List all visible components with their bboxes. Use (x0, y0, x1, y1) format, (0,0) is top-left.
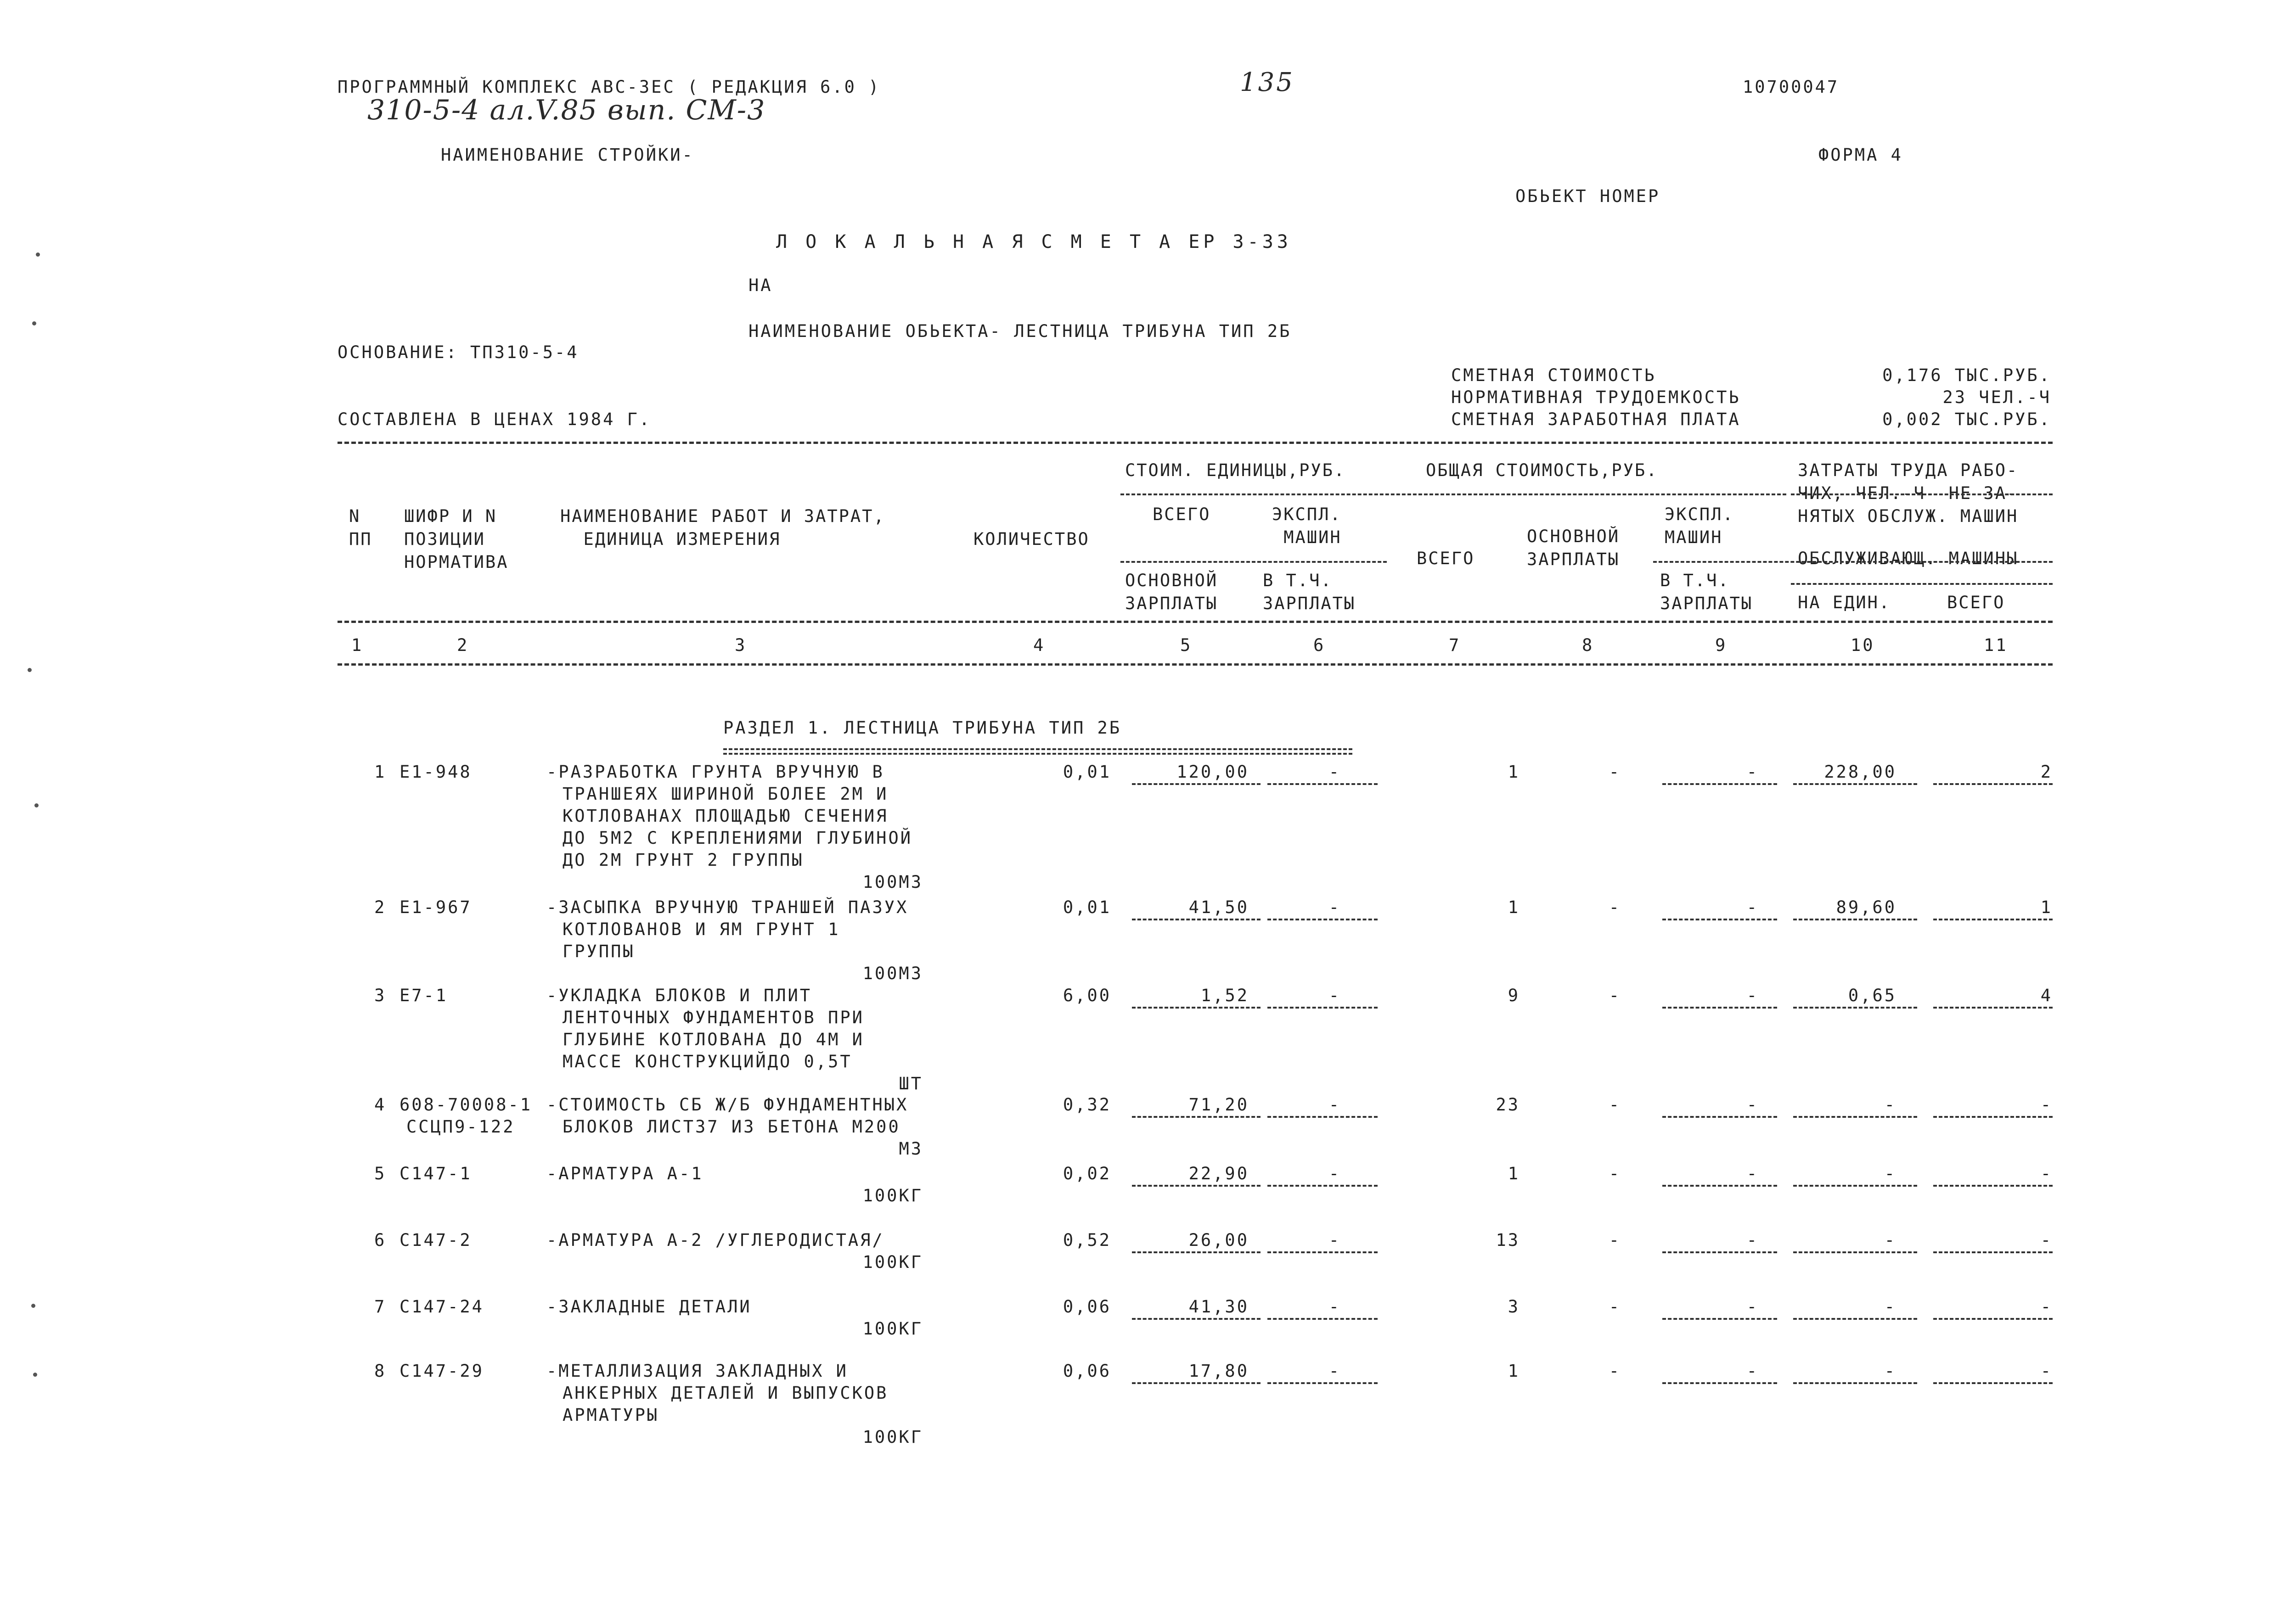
row-labor-total: - (2040, 1164, 2053, 1183)
prices-label: СОСТАВЛЕНА В ЦЕНАХ 1984 Г. (338, 409, 652, 429)
header-labor-service: ОБСЛУЖИВАЮЩ. МАШИНЫ (1798, 549, 2019, 568)
row-work-name: ДО 2М ГРУНТ 2 ГРУППЫ (563, 850, 804, 870)
row-labor-total: - (2040, 1095, 2053, 1115)
object-name: НАИМЕНОВАНИЕ ОБЬЕКТА- ЛЕСТНИЦА ТРИБУНА ТИП 2Б (748, 321, 1292, 341)
subtotal-dash-rule (1793, 1251, 1917, 1253)
row-total-machines: - (1746, 1361, 1759, 1381)
subtotal-dash-rule (1267, 1185, 1378, 1187)
row-total-wages: - (1609, 762, 1621, 782)
row-code: С147-24 (400, 1297, 484, 1317)
header-total-cost-total: ВСЕГО (1417, 549, 1475, 568)
row-unit-cost: 17,80 (1188, 1361, 1249, 1381)
row-work-name: ТРАНШЕЯХ ШИРИНОЙ БОЛЕЕ 2М И (563, 784, 889, 804)
document-title: Л О К А Л Ь Н А Я С М Е Т А ЕР 3-33 (776, 231, 1292, 252)
column-number: 3 (735, 635, 747, 655)
header-col-number: N ПП (349, 506, 372, 549)
row-unit-cost: 26,00 (1188, 1230, 1249, 1250)
basis-label: ОСНОВАНИЕ: ТП310-5-4 (338, 342, 579, 362)
row-total-wages: - (1609, 897, 1621, 917)
row-total-wages: - (1609, 1164, 1621, 1183)
summary-label-cost: СМЕТНАЯ СТОИМОСТЬ (1451, 365, 1656, 385)
row-code: Е1-967 (400, 897, 472, 917)
row-unit-machines: - (1328, 762, 1341, 782)
row-unit-machines: - (1328, 1164, 1341, 1183)
row-unit-machines: - (1328, 986, 1341, 1005)
row-code: С147-29 (400, 1361, 484, 1381)
section-underline (723, 753, 1352, 755)
row-total: 23 (1496, 1095, 1520, 1115)
column-number: 9 (1715, 635, 1728, 655)
row-unit: 100КГ (862, 1252, 923, 1272)
header-inner-rule (1791, 583, 2053, 585)
row-total-machines: - (1746, 762, 1759, 782)
column-number: 7 (1449, 635, 1461, 655)
subtotal-dash-rule (1793, 1007, 1917, 1009)
row-unit: М3 (899, 1139, 923, 1159)
table-top-rule (338, 442, 2053, 444)
row-unit: 100КГ (862, 1427, 923, 1447)
row-total-wages: - (1609, 1361, 1621, 1381)
row-unit-machines: - (1328, 1297, 1341, 1317)
subtotal-dash-rule (1267, 1318, 1378, 1320)
row-unit: ШТ (899, 1074, 923, 1093)
header-inner-rule (1653, 561, 2053, 563)
row-work-name: АНКЕРНЫХ ДЕТАЛЕЙ И ВЫПУСКОВ (563, 1383, 889, 1403)
row-quantity: 0,06 (1063, 1297, 1111, 1317)
subtotal-dash-rule (1933, 1116, 2053, 1118)
subtotal-dash-rule (1132, 1007, 1261, 1009)
program-name: ПРОГРАММНЫЙ КОМПЛЕКС АВС-ЗЕС ( РЕДАКЦИЯ 6.0 ) (338, 77, 881, 97)
header-total-cost-machines: ЭКСПЛ. МАШИН (1665, 505, 1734, 547)
column-number: 2 (457, 635, 469, 655)
row-work-name: -АРМАТУРА А-2 /УГЛЕРОДИСТАЯ/ (546, 1230, 884, 1250)
row-labor-total: 1 (2040, 897, 2053, 917)
row-labor-per-unit: 89,60 (1836, 897, 1896, 917)
row-total-machines: - (1746, 1164, 1759, 1183)
header-inner-rule (1120, 493, 1786, 495)
header-labor-per-unit: НА ЕДИН. (1798, 593, 1891, 612)
row-labor-per-unit: 228,00 (1824, 762, 1896, 782)
scan-speck (33, 1373, 37, 1377)
row-quantity: 0,02 (1063, 1164, 1111, 1183)
row-number: 1 (374, 762, 387, 782)
subtotal-dash-rule (1793, 1116, 1917, 1118)
row-work-name: ГРУППЫ (563, 942, 635, 961)
row-work-name: ГЛУБИНЕ КОТЛОВАНА ДО 4М И (563, 1030, 864, 1049)
row-unit-cost: 41,50 (1188, 897, 1249, 917)
row-total-machines: - (1746, 986, 1759, 1005)
row-total: 1 (1508, 897, 1520, 917)
row-labor-total: - (2040, 1361, 2053, 1381)
subtotal-dash-rule (1793, 919, 1917, 920)
column-numbers-rule (338, 663, 2053, 666)
subtotal-dash-rule (1662, 1185, 1777, 1187)
scan-speck (32, 321, 36, 325)
subtotal-dash-rule (1662, 1116, 1777, 1118)
subtotal-dash-rule (1662, 1382, 1777, 1384)
header-unit-cost-wages: ОСНОВНОЙ ЗАРПЛАТЫ (1125, 571, 1218, 613)
header-unit-cost-incl-wages: В Т.Ч. ЗАРПЛАТЫ (1263, 571, 1356, 613)
row-unit: 100М3 (862, 872, 923, 892)
row-code: 608-70008-1 (400, 1095, 533, 1115)
subtotal-dash-rule (1132, 1116, 1261, 1118)
row-labor-total: - (2040, 1230, 2053, 1250)
row-number: 7 (374, 1297, 387, 1317)
row-unit-machines: - (1328, 1361, 1341, 1381)
row-number: 5 (374, 1164, 387, 1183)
column-number: 1 (351, 635, 364, 655)
row-work-name: БЛОКОВ ЛИСТ37 ИЗ БЕТОНА М200 (563, 1117, 900, 1137)
subtotal-dash-rule (1132, 1318, 1261, 1320)
row-code-secondary: ССЦП9-122 (406, 1117, 515, 1137)
row-labor-total: - (2040, 1297, 2053, 1317)
header-unit-cost: СТОИМ. ЕДИНИЦЫ,РУБ. (1125, 460, 1346, 480)
scan-speck (31, 1304, 35, 1308)
row-unit: 100КГ (862, 1319, 923, 1339)
handwritten-reference: 310-5-4 ал.V.85 вып. СМ-3 (367, 94, 766, 126)
row-work-name: -МЕТАЛЛИЗАЦИЯ ЗАКЛАДНЫХ И (546, 1361, 848, 1381)
row-total: 1 (1508, 1361, 1520, 1381)
subtotal-dash-rule (1132, 1185, 1261, 1187)
row-labor-total: 4 (2040, 986, 2053, 1005)
row-unit: 100М3 (862, 964, 923, 983)
object-number-label: ОБЬЕКТ НОМЕР (1515, 186, 1660, 206)
row-unit-machines: - (1328, 1230, 1341, 1250)
na-label: НА (748, 275, 773, 295)
row-total-wages: - (1609, 986, 1621, 1005)
subtotal-dash-rule (1132, 919, 1261, 920)
scan-speck (34, 803, 39, 807)
row-work-name: МАССЕ КОНСТРУКЦИЙДО 0,5Т (563, 1052, 852, 1071)
row-labor-per-unit: - (1884, 1230, 1896, 1250)
row-total-machines: - (1746, 1095, 1759, 1115)
row-work-name: АРМАТУРЫ (563, 1405, 659, 1425)
row-code: С147-2 (400, 1230, 472, 1250)
row-code: Е1-948 (400, 762, 472, 782)
subtotal-dash-rule (1662, 1007, 1777, 1009)
row-quantity: 0,01 (1063, 762, 1111, 782)
construction-label: НАИМЕНОВАНИЕ СТРОЙКИ- (441, 145, 694, 165)
header-inner-rule (1120, 561, 1387, 563)
subtotal-dash-rule (1267, 1116, 1378, 1118)
header-inner-rule (1791, 493, 2053, 495)
subtotal-dash-rule (1267, 1251, 1378, 1253)
column-number: 10 (1851, 635, 1875, 655)
column-number: 8 (1582, 635, 1594, 655)
column-number: 6 (1313, 635, 1326, 655)
row-total: 9 (1508, 986, 1520, 1005)
row-code: Е7-1 (400, 986, 448, 1005)
row-work-name: -РАЗРАБОТКА ГРУНТА ВРУЧНУЮ В (546, 762, 884, 782)
row-quantity: 0,32 (1063, 1095, 1111, 1115)
section-underline (723, 748, 1352, 750)
header-labor-total: ВСЕГО (1947, 593, 2005, 612)
subtotal-dash-rule (1132, 1251, 1261, 1253)
page-number: 135 (1240, 67, 1294, 97)
section-title: РАЗДЕЛ 1. ЛЕСТНИЦА ТРИБУНА ТИП 2Б (723, 718, 1122, 738)
scan-speck (36, 252, 40, 257)
row-quantity: 6,00 (1063, 986, 1111, 1005)
row-work-name: -ЗАСЫПКА ВРУЧНУЮ ТРАНШЕЙ ПАЗУХ (546, 897, 909, 917)
scan-speck (28, 668, 32, 672)
row-total-machines: - (1746, 1230, 1759, 1250)
row-labor-per-unit: 0,65 (1848, 986, 1896, 1005)
subtotal-dash-rule (1267, 1007, 1378, 1009)
row-number: 6 (374, 1230, 387, 1250)
row-work-name: КОТЛОВАНОВ И ЯМ ГРУНТ 1 (563, 919, 840, 939)
subtotal-dash-rule (1933, 1382, 2053, 1384)
header-total-cost-incl-wages: В Т.Ч. ЗАРПЛАТЫ (1660, 571, 1753, 613)
subtotal-dash-rule (1933, 783, 2053, 785)
summary-value-cost: 0,176 ТЫС.РУБ. (1882, 365, 2051, 385)
subtotal-dash-rule (1662, 1251, 1777, 1253)
row-unit-cost: 41,30 (1188, 1297, 1249, 1317)
row-labor-per-unit: - (1884, 1095, 1896, 1115)
header-unit-cost-total: ВСЕГО (1153, 505, 1211, 524)
header-col-name: НАИМЕНОВАНИЕ РАБОТ И ЗАТРАТ, ЕДИНИЦА ИЗМЕРЕНИЯ (560, 506, 885, 549)
row-quantity: 0,52 (1063, 1230, 1111, 1250)
subtotal-dash-rule (1662, 919, 1777, 920)
row-total-machines: - (1746, 897, 1759, 917)
row-work-name: ЛЕНТОЧНЫХ ФУНДАМЕНТОВ ПРИ (563, 1008, 864, 1027)
subtotal-dash-rule (1933, 1251, 2053, 1253)
header-col-code: ШИФР И N ПОЗИЦИИ НОРМАТИВА (404, 506, 509, 572)
row-work-name: ДО 5М2 С КРЕПЛЕНИЯМИ ГЛУБИНОЙ (563, 828, 913, 848)
subtotal-dash-rule (1933, 1318, 2053, 1320)
row-total-machines: - (1746, 1297, 1759, 1317)
summary-value-wages: 0,002 ТЫС.РУБ. (1882, 409, 2051, 429)
row-total: 3 (1508, 1297, 1520, 1317)
row-work-name: КОТЛОВАНАХ ПЛОЩАДЬЮ СЕЧЕНИЯ (563, 806, 889, 826)
row-unit-cost: 71,20 (1188, 1095, 1249, 1115)
header-total-cost-wages: ОСНОВНОЙ ЗАРПЛАТЫ (1527, 527, 1620, 569)
row-work-name: -СТОИМОСТЬ СБ Ж/Б ФУНДАМЕНТНЫХ (546, 1095, 909, 1115)
subtotal-dash-rule (1132, 783, 1261, 785)
subtotal-dash-rule (1933, 1007, 2053, 1009)
row-total: 13 (1496, 1230, 1520, 1250)
row-quantity: 0,06 (1063, 1361, 1111, 1381)
header-bottom-rule (338, 621, 2053, 623)
summary-value-labor: 23 ЧЕЛ.-Ч (1942, 387, 2051, 407)
row-unit-machines: - (1328, 1095, 1341, 1115)
row-number: 4 (374, 1095, 387, 1115)
document-number: 10700047 (1743, 77, 1840, 97)
row-total-wages: - (1609, 1297, 1621, 1317)
row-unit-machines: - (1328, 897, 1341, 917)
column-number: 5 (1180, 635, 1193, 655)
header-total-cost: ОБЩАЯ СТОИМОСТЬ,РУБ. (1426, 460, 1658, 480)
subtotal-dash-rule (1132, 1382, 1261, 1384)
row-number: 3 (374, 986, 387, 1005)
subtotal-dash-rule (1662, 783, 1777, 785)
row-work-name: -АРМАТУРА А-1 (546, 1164, 703, 1183)
row-unit-cost: 120,00 (1176, 762, 1249, 782)
row-work-name: -УКЛАДКА БЛОКОВ И ПЛИТ (546, 986, 812, 1005)
row-work-name: -ЗАКЛАДНЫЕ ДЕТАЛИ (546, 1297, 752, 1317)
column-number: 11 (1984, 635, 2008, 655)
row-labor-total: 2 (2040, 762, 2053, 782)
row-total: 1 (1508, 1164, 1520, 1183)
row-unit-cost: 1,52 (1200, 986, 1249, 1005)
row-code: С147-1 (400, 1164, 472, 1183)
row-unit: 100КГ (862, 1186, 923, 1205)
row-unit-cost: 22,90 (1188, 1164, 1249, 1183)
row-labor-per-unit: - (1884, 1297, 1896, 1317)
form-label: ФОРМА 4 (1818, 145, 1903, 165)
row-number: 2 (374, 897, 387, 917)
row-number: 8 (374, 1361, 387, 1381)
summary-label-wages: СМЕТНАЯ ЗАРАБОТНАЯ ПЛАТА (1451, 409, 1741, 429)
header-col-quantity: КОЛИЧЕСТВО (974, 529, 1090, 549)
subtotal-dash-rule (1933, 919, 2053, 920)
row-total-wages: - (1609, 1230, 1621, 1250)
row-labor-per-unit: - (1884, 1361, 1896, 1381)
row-labor-per-unit: - (1884, 1164, 1896, 1183)
row-quantity: 0,01 (1063, 897, 1111, 917)
subtotal-dash-rule (1793, 1318, 1917, 1320)
summary-label-labor: НОРМАТИВНАЯ ТРУДОЕМКОСТЬ (1451, 387, 1741, 407)
subtotal-dash-rule (1267, 783, 1378, 785)
subtotal-dash-rule (1793, 1382, 1917, 1384)
header-labor: ЗАТРАТЫ ТРУДА РАБО- ЧИХ, ЧЕЛ.-Ч НЕ ЗА- НЯТЫХ ОБСЛУЖ. МАШИН (1798, 460, 2019, 526)
row-total-wages: - (1609, 1095, 1621, 1115)
subtotal-dash-rule (1793, 783, 1917, 785)
subtotal-dash-rule (1267, 1382, 1378, 1384)
subtotal-dash-rule (1933, 1185, 2053, 1187)
subtotal-dash-rule (1793, 1185, 1917, 1187)
column-number: 4 (1033, 635, 1046, 655)
subtotal-dash-rule (1662, 1318, 1777, 1320)
row-total: 1 (1508, 762, 1520, 782)
header-unit-cost-machines: ЭКСПЛ. МАШИН (1272, 505, 1342, 547)
subtotal-dash-rule (1267, 919, 1378, 920)
